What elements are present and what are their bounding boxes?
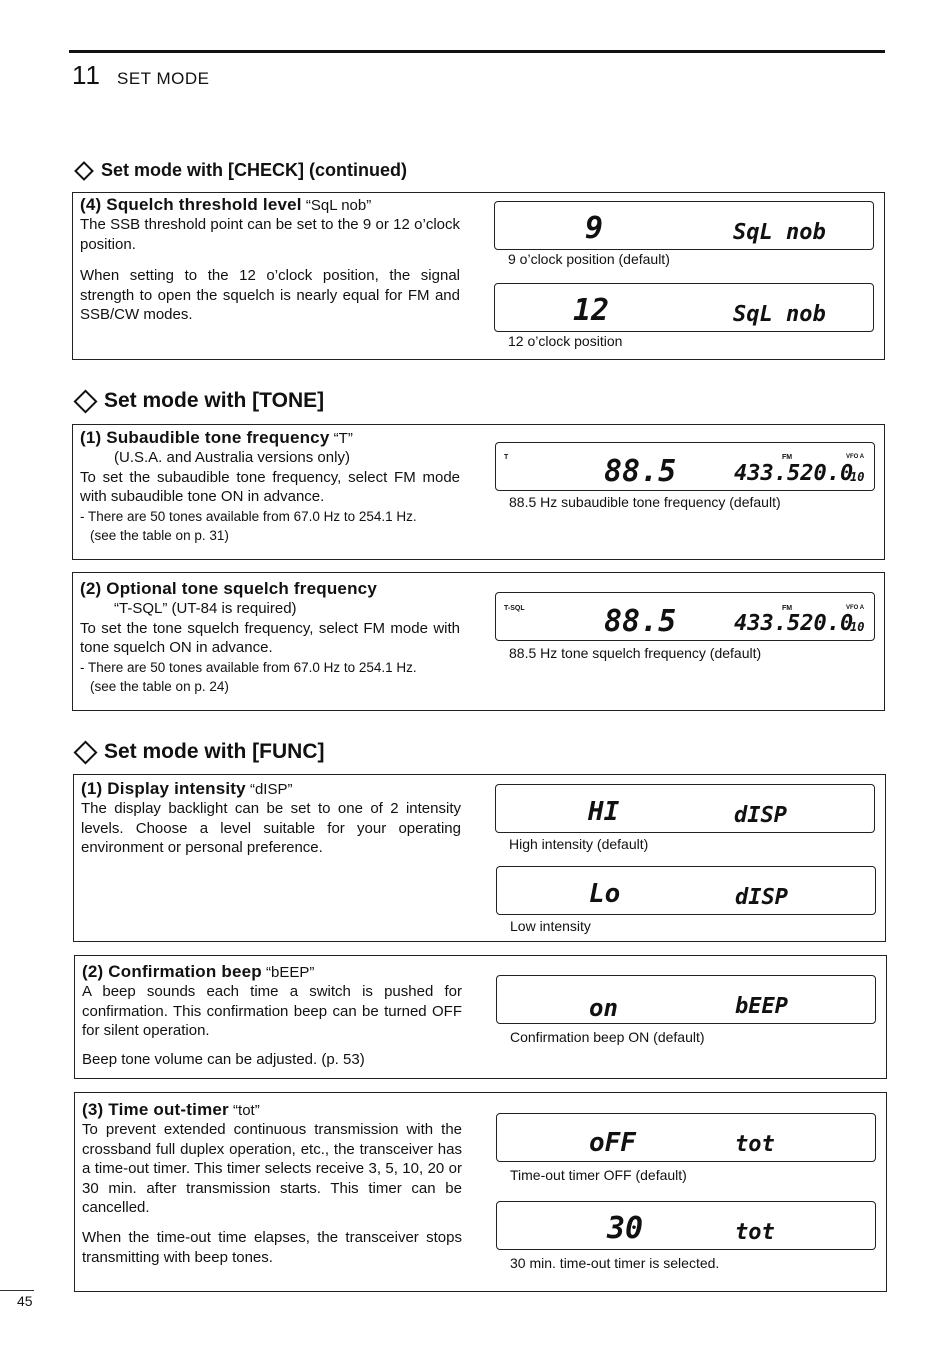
- header-rule: [69, 50, 885, 53]
- lcd-label: bEEP: [735, 994, 788, 1019]
- lcd-tone-value: 88.5: [604, 454, 677, 489]
- confirmation-beep-text: [82, 962, 462, 1069]
- lcd-display: [496, 1113, 876, 1162]
- section-heading: (1) Display intensity: [81, 779, 246, 798]
- lcd-caption: 88.5 Hz tone squelch frequency (default): [509, 645, 762, 661]
- lcd-display: [495, 592, 875, 641]
- lcd-frequency: 433.520.0: [734, 611, 854, 636]
- footer-rule: [0, 1290, 34, 1291]
- lcd-label: SqL nob: [733, 302, 826, 327]
- display-intensity-text: [81, 779, 461, 858]
- lcd-frequency: 433.520.0: [734, 461, 854, 486]
- lcd-caption: Low intensity: [510, 918, 591, 934]
- tone-indicator: T-SQL: [504, 605, 525, 612]
- section-title-tone: Set mode with [TONE]: [74, 389, 324, 413]
- description: The display backlight can be set to one of 2 intensity levels. Choose a level suitable for your operating environment or personal preference.: [81, 800, 461, 857]
- lcd-display: [496, 1201, 876, 1250]
- lcd-value: oFF: [589, 1128, 636, 1158]
- subaudible-tone-text: [80, 428, 460, 546]
- page-number: 45: [17, 1293, 33, 1309]
- time-out-timer-text: [82, 1100, 462, 1267]
- description: To prevent extended continuous transmission with the crossband full duplex operation, etc., the transceiver has a time-out timer. This timer selects receive 3, 5, 10, 20 or 30 min. after transmission starts. This timer can be cancelled.: [82, 1121, 462, 1217]
- subheading: “T-SQL” (UT-84 is required): [114, 600, 297, 618]
- section-title-check: Set mode with [CHECK] (continued): [74, 160, 407, 181]
- squelch-threshold-text: [80, 195, 460, 324]
- lcd-value: 9: [585, 211, 604, 246]
- note: - There are 50 tones available from 67.0 Hz to 254.1 Hz.: [80, 659, 417, 675]
- chapter-number: 11: [72, 60, 101, 90]
- note: (see the table on p. 24): [90, 679, 229, 695]
- lcd-display: [496, 866, 876, 915]
- diamond-icon: [74, 161, 94, 181]
- lcd-caption: 9 o’clock position (default): [508, 251, 670, 267]
- lcd-caption: Confirmation beep ON (default): [510, 1029, 705, 1045]
- lcd-suffix: 10: [850, 620, 865, 634]
- lcd-label: dISP: [734, 803, 787, 828]
- tone-indicator: T: [504, 454, 509, 461]
- chapter-header: [72, 60, 209, 91]
- lcd-label: dISP: [735, 885, 788, 910]
- lcd-display: [495, 784, 875, 833]
- lcd-suffix: 10: [850, 470, 865, 484]
- description: When the time-out time elapses, the transceiver stops transmitting with beep tones.: [82, 1229, 462, 1266]
- section-heading: (1) Subaudible tone frequency: [80, 428, 330, 447]
- section-heading: (2) Confirmation beep: [82, 962, 262, 981]
- lcd-tone-value: 88.5: [604, 604, 677, 639]
- lcd-caption: 30 min. time-out timer is selected.: [510, 1255, 720, 1271]
- description: A beep sounds each time a switch is pushed for confirmation. This confirmation beep can be turned OFF for silent operation.: [82, 983, 462, 1040]
- lcd-label: tot: [735, 1132, 775, 1157]
- lcd-display: [494, 201, 874, 250]
- lcd-value: Lo: [589, 879, 621, 909]
- lcd-caption: Time-out timer OFF (default): [510, 1167, 687, 1183]
- description: To set the tone squelch frequency, select FM mode with tone squelch ON in advance.: [80, 619, 460, 657]
- setting-code: “T”: [333, 430, 353, 447]
- lcd-display: [495, 442, 875, 491]
- lcd-display: [494, 283, 874, 332]
- lcd-caption: 88.5 Hz subaudible tone frequency (default): [509, 494, 781, 510]
- lcd-value: 12: [573, 293, 610, 328]
- lcd-caption: High intensity (default): [509, 836, 649, 852]
- section-heading: (4) Squelch threshold level: [80, 195, 302, 214]
- section-heading: (2) Optional tone squelch frequency: [80, 579, 377, 598]
- mode-indicator: FM: [782, 454, 793, 461]
- section-heading: (3) Time out-timer: [82, 1100, 229, 1119]
- mode-indicator: FM: [782, 605, 793, 612]
- lcd-value: HI: [588, 797, 620, 827]
- chapter-title: SET MODE: [117, 69, 210, 88]
- description: To set the subaudible tone frequency, select FM mode with subaudible tone ON in advance.: [80, 468, 460, 506]
- tone-squelch-text: [80, 579, 460, 697]
- lcd-label: tot: [735, 1220, 775, 1245]
- note: (see the table on p. 31): [90, 528, 229, 544]
- description: When setting to the 12 o’clock position, the signal strength to open the squelch is nearly equal for FM and SSB/CW modes.: [80, 267, 460, 324]
- lcd-display: [496, 975, 876, 1024]
- section-title-func: Set mode with [FUNC]: [74, 740, 325, 764]
- diamond-icon: [73, 389, 97, 413]
- subheading: (U.S.A. and Australia versions only): [114, 449, 350, 467]
- setting-code: “tot”: [233, 1102, 260, 1119]
- lcd-value: on: [589, 994, 618, 1022]
- vfo-indicator: VFO A: [846, 454, 865, 460]
- setting-code: “bEEP”: [266, 964, 315, 981]
- setting-code: “SqL nob”: [305, 197, 372, 214]
- lcd-label: SqL nob: [733, 220, 826, 245]
- diamond-icon: [73, 740, 97, 764]
- note: - There are 50 tones available from 67.0 Hz to 254.1 Hz.: [80, 508, 417, 524]
- lcd-caption: 12 o’clock position: [508, 333, 623, 349]
- description: Beep tone volume can be adjusted. (p. 53): [82, 1050, 365, 1068]
- setting-code: “dISP”: [249, 781, 293, 798]
- lcd-value: 30: [607, 1211, 644, 1246]
- vfo-indicator: VFO A: [846, 605, 865, 611]
- description: The SSB threshold point can be set to the 9 or 12 o’clock position.: [80, 216, 460, 253]
